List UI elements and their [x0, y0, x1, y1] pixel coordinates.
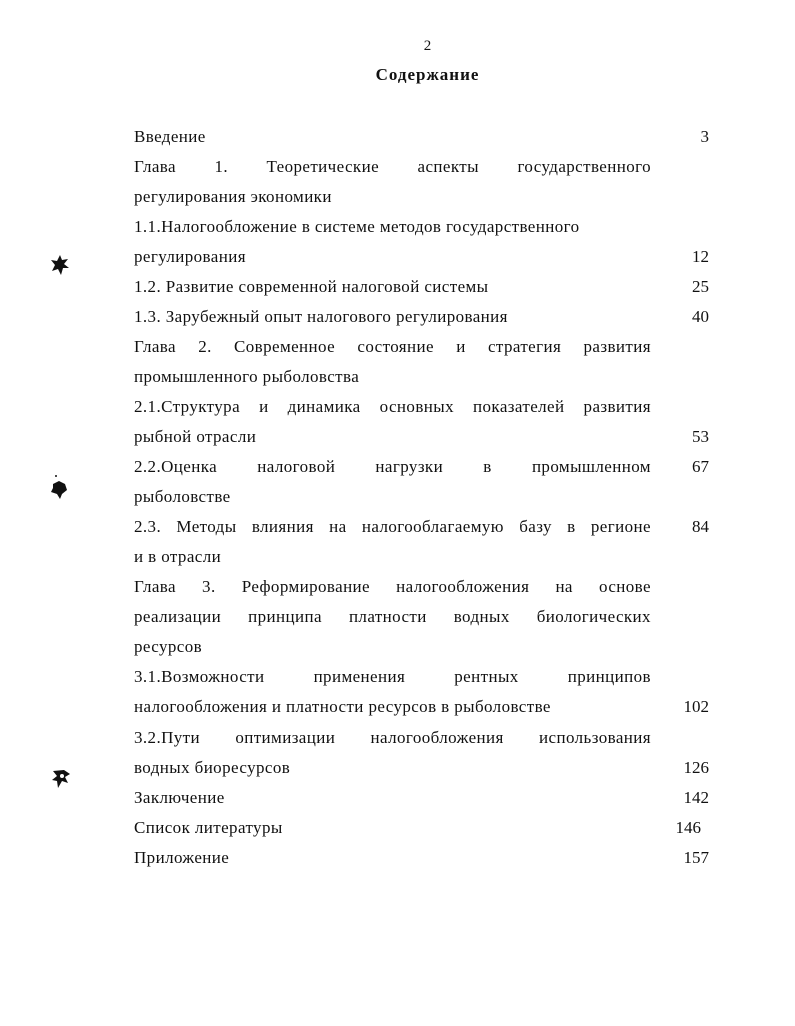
- toc-section-3-2-line2: водных биоресурсов: [134, 758, 291, 777]
- toc-section-1-1-line2: регулирования: [134, 247, 246, 266]
- toc-page-appendix: 157: [683, 848, 709, 867]
- page-title: Содержание: [375, 65, 480, 84]
- toc-entry-appendix: Приложение: [134, 848, 230, 867]
- toc-page-1-1: 12: [692, 247, 709, 266]
- toc-page-2-1: 53: [692, 427, 709, 446]
- ink-blot-icon: [50, 254, 70, 276]
- toc-page-2-2: 67: [692, 457, 709, 476]
- toc-page-conclusion: 142: [683, 788, 709, 807]
- toc-page-3-2: 126: [683, 758, 709, 777]
- toc-section-3-1-line2: налогообложения и платности ресурсов в рыболовстве: [134, 697, 551, 716]
- ink-blot-icon: [50, 768, 72, 790]
- ink-blot-icon: [48, 474, 70, 502]
- toc-section-2-1-line2: рыбной отрасли: [134, 427, 257, 446]
- toc-section-1-1-line1: 1.1.Налогообложение в системе методов государственного: [134, 217, 580, 236]
- toc-section-2-3-line1: 2.3. Методы влияния на налогооблагаемую базу в регионе: [134, 517, 651, 536]
- toc-section-1-3: 1.3. Зарубежный опыт налогового регулирования: [134, 307, 508, 326]
- toc-section-2-3-line2: и в отрасли: [134, 547, 222, 566]
- toc-page-2-3: 84: [692, 517, 709, 536]
- toc-entry-references: Список литературы: [134, 818, 283, 837]
- toc-chapter-3-line1: Глава 3. Реформирование налогообложения на основе: [134, 577, 651, 596]
- page-number: 2: [423, 38, 432, 54]
- toc-section-2-2-line2: рыболовстве: [134, 487, 231, 506]
- toc-page-3-1: 102: [683, 697, 709, 716]
- toc-section-3-2-line1: 3.2.Пути оптимизации налогообложения использования: [134, 728, 651, 747]
- toc-section-3-1-line1: 3.1.Возможности применения рентных принципов: [134, 667, 651, 686]
- toc-section-2-2-line1: 2.2.Оценка налоговой нагрузки в промышленном: [134, 457, 651, 476]
- toc-page-intro: 3: [700, 127, 709, 146]
- toc-page-references: 146: [675, 818, 701, 837]
- toc-section-1-2: 1.2. Развитие современной налоговой системы: [134, 277, 489, 296]
- toc-entry-intro: Введение: [134, 127, 206, 146]
- toc-section-2-1-line1: 2.1.Структура и динамика основных показателей развития: [134, 397, 651, 416]
- toc-entry-conclusion: Заключение: [134, 788, 225, 807]
- toc-chapter-1-line2: регулирования экономики: [134, 187, 332, 206]
- toc-chapter-3-line2: реализации принципа платности водных биологических: [134, 607, 651, 626]
- toc-chapter-2-line2: промышленного рыболовства: [134, 367, 360, 386]
- toc-page-1-2: 25: [692, 277, 709, 296]
- toc-chapter-1-line1: Глава 1. Теоретические аспекты государственного: [134, 157, 651, 176]
- toc-page-1-3: 40: [692, 307, 709, 326]
- toc-chapter-2-line1: Глава 2. Современное состояние и стратегия развития: [134, 337, 651, 356]
- toc-chapter-3-line3: ресурсов: [134, 637, 203, 656]
